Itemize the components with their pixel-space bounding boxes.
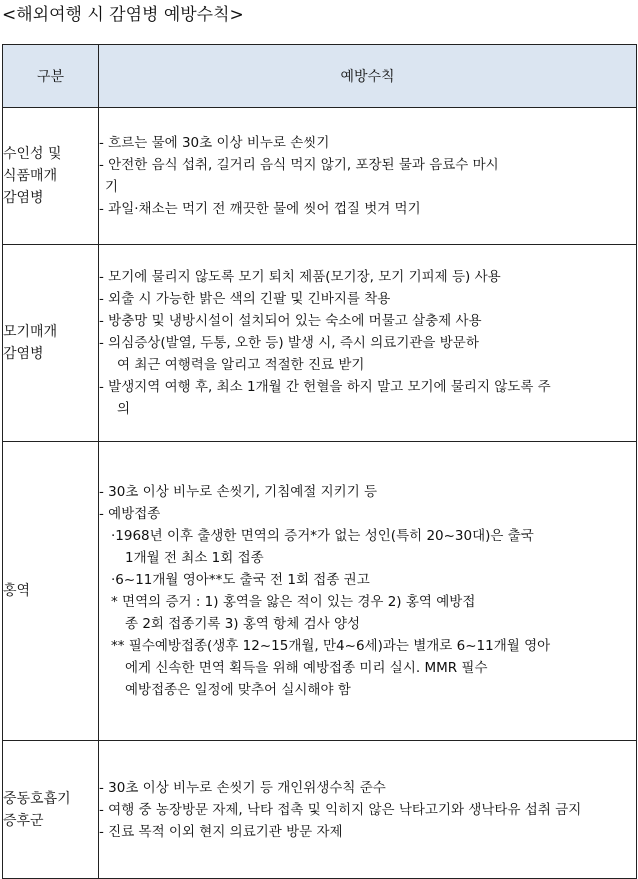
rule-line: 에게 신속한 면역 획득을 위해 예방접종 미리 실시. MMR 필수 xyxy=(125,660,488,676)
rule-line: - 안전한 음식 섭취, 길거리 음식 먹지 않기, 포장된 물과 음료수 마시 xyxy=(99,157,499,173)
rule-line: - 진료 목적 이외 현지 의료기관 방문 자제 xyxy=(99,823,343,840)
rule-line: - 예방접종 xyxy=(99,506,161,522)
rule-line: - 30초 이상 비누로 손씻기, 기침예절 지키기 등 xyxy=(99,484,378,500)
rule-line: 기 xyxy=(105,179,119,195)
rule-line: - 모기에 물리지 않도록 모기 퇴치 제품(모기장, 모기 기피제 등) 사용 xyxy=(99,269,501,285)
rule-line: 예방접종은 일정에 맞추어 실시해야 함 xyxy=(125,682,351,698)
rule-line: ·1968년 이후 출생한 면역의 증거*가 없는 성인(특히 20~30대)은 출국 xyxy=(111,528,534,544)
category-text: 감염병 xyxy=(3,190,44,206)
category-text: 감염병 xyxy=(3,346,44,362)
header-category: 구분 xyxy=(3,45,99,108)
category-text: 증후군 xyxy=(3,812,44,829)
rules-cell xyxy=(99,108,637,245)
rule-line: * 면역의 증거 : 1) 홍역을 앓은 적이 있는 경우 2) 홍역 예방접 xyxy=(111,594,476,610)
rules-cell xyxy=(99,442,637,741)
category-cell xyxy=(3,741,99,879)
table-row-mosquito xyxy=(3,245,637,442)
rule-line: - 방충망 및 냉방시설이 설치되어 있는 숙소에 머물고 살충제 사용 xyxy=(99,313,482,329)
rule-line: ** 필수예방접종(생후 12~15개월, 만4~6세)과는 별개로 6~11개월 영아 xyxy=(111,638,551,654)
rule-line: - 30초 이상 비누로 손씻기 등 개인위생수칙 준수 xyxy=(99,779,386,796)
prevention-rules-table xyxy=(2,44,637,879)
header-rules: 예방수칙 xyxy=(99,45,637,108)
rule-line: 종 2회 접종기록 3) 홍역 항체 검사 양성 xyxy=(125,616,361,632)
rules-cell xyxy=(99,741,637,879)
category-text: 홍역 xyxy=(3,583,31,599)
table-row-measles xyxy=(3,442,637,741)
category-text: 수인성 및 xyxy=(3,146,62,162)
rule-line: - 흐르는 물에 30초 이상 비누로 손씻기 xyxy=(99,135,330,151)
category-text: 중동호흡기 xyxy=(3,790,71,807)
document-title: <해외여행 시 감염병 예방수칙> xyxy=(2,5,244,25)
rule-line: - 발생지역 여행 후, 최소 1개월 간 헌혈을 하지 말고 모기에 물리지 않도록 주 xyxy=(99,379,551,395)
rule-line: 여 최근 여행력을 알리고 적절한 진료 받기 xyxy=(117,357,365,373)
table-row-mers xyxy=(3,741,637,879)
category-cell xyxy=(3,245,99,442)
category-cell xyxy=(3,442,99,741)
rule-line: ·6~11개월 영아**도 출국 전 1회 접종 권고 xyxy=(111,572,370,588)
table-header-row xyxy=(3,45,637,108)
category-cell xyxy=(3,108,99,245)
category-text: 식품매개 xyxy=(3,168,58,184)
rule-line: - 여행 중 농장방문 자제, 낙타 접촉 및 익히지 않은 낙타고기와 생낙타유 섭취 금지 xyxy=(99,801,582,818)
rule-line: - 외출 시 가능한 밝은 색의 긴팔 및 긴바지를 착용 xyxy=(99,291,391,307)
table-row-waterborne xyxy=(3,108,637,245)
rule-line: - 의심증상(발열, 두통, 오한 등) 발생 시, 즉시 의료기관을 방문하 xyxy=(99,335,479,351)
rules-cell xyxy=(99,245,637,442)
rule-line: 1개월 전 최소 1회 접종 xyxy=(125,550,264,566)
rule-line: 의 xyxy=(117,401,131,417)
rule-line: - 과일·채소는 먹기 전 깨끗한 물에 씻어 껍질 벗겨 먹기 xyxy=(99,201,421,217)
category-text: 모기매개 xyxy=(3,324,58,340)
